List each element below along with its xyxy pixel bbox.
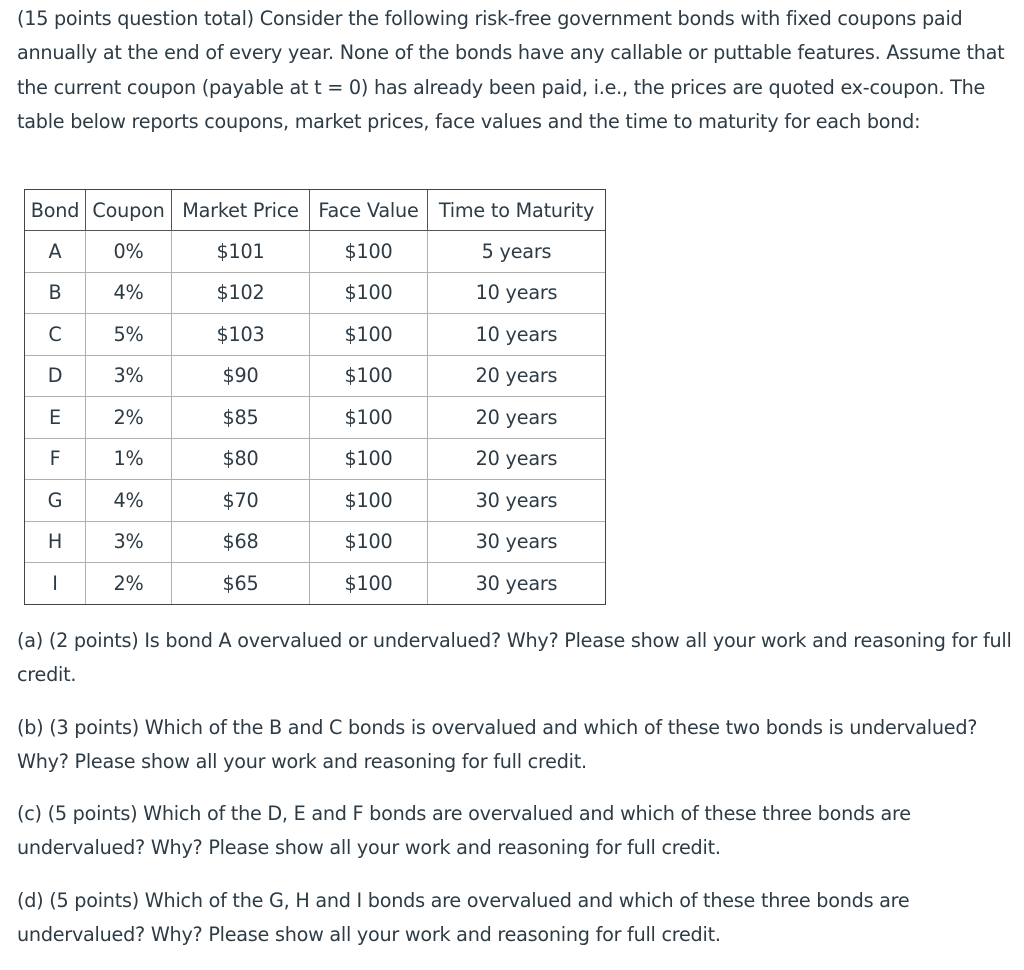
header-market-price: Market Price: [172, 190, 310, 231]
header-time-to-maturity: Time to Maturity: [428, 190, 606, 231]
cell-coupon: 0%: [86, 231, 172, 273]
table-row: [25, 438, 606, 480]
cell-face-value: $100: [310, 563, 428, 605]
question-part-a: (a) (2 points) Is bond A overvalued or undervalued? Why? Please show all your work and reasoning for full credit.: [17, 629, 1012, 687]
cell-maturity: 20 years: [428, 355, 606, 397]
bond-table-header-row: [25, 190, 606, 231]
cell-market-price: $102: [172, 272, 310, 314]
cell-market-price: $80: [172, 438, 310, 480]
cell-maturity: 20 years: [428, 438, 606, 480]
cell-bond: B: [25, 272, 86, 314]
cell-coupon: 4%: [86, 272, 172, 314]
cell-bond: I: [25, 563, 86, 605]
header-bond: Bond: [25, 190, 86, 231]
cell-face-value: $100: [310, 355, 428, 397]
table-row: [25, 521, 606, 563]
cell-maturity: 5 years: [428, 231, 606, 273]
cell-bond: H: [25, 521, 86, 563]
cell-market-price: $70: [172, 480, 310, 522]
question-part-b: (b) (3 points) Which of the B and C bonds is overvalued and which of these two bonds is undervalued? Why? Please show all your work and reasoning for full credit.: [17, 715, 978, 773]
cell-coupon: 3%: [86, 355, 172, 397]
table-row: [25, 397, 606, 439]
cell-maturity: 10 years: [428, 314, 606, 356]
cell-bond: D: [25, 355, 86, 397]
table-row: [25, 231, 606, 273]
cell-face-value: $100: [310, 397, 428, 439]
table-row: [25, 355, 606, 397]
question-part-d: (d) (5 points) Which of the G, H and I bonds are overvalued and which of these three bonds are undervalued? Why? Please show all your work and reasoning for full credit.: [17, 888, 910, 947]
cell-face-value: $100: [310, 231, 428, 273]
question-parts: [17, 624, 1017, 970]
cell-coupon: 4%: [86, 480, 172, 522]
cell-coupon: 2%: [86, 397, 172, 439]
cell-market-price: $90: [172, 355, 310, 397]
header-coupon: Coupon: [86, 190, 172, 231]
cell-maturity: 10 years: [428, 272, 606, 314]
cell-bond: G: [25, 480, 86, 522]
cell-face-value: $100: [310, 272, 428, 314]
table-row: [25, 314, 606, 356]
cell-market-price: $101: [172, 231, 310, 273]
cell-bond: A: [25, 231, 86, 273]
table-row: [25, 272, 606, 314]
cell-face-value: $100: [310, 314, 428, 356]
cell-maturity: 30 years: [428, 563, 606, 605]
cell-bond: E: [25, 397, 86, 439]
question-page: [17, 0, 1017, 947]
cell-maturity: 30 years: [428, 480, 606, 522]
table-row: [25, 563, 606, 605]
cell-coupon: 5%: [86, 314, 172, 356]
cell-coupon: 1%: [86, 438, 172, 480]
cell-face-value: $100: [310, 480, 428, 522]
cell-market-price: $65: [172, 563, 310, 605]
cell-bond: F: [25, 438, 86, 480]
cell-market-price: $103: [172, 314, 310, 356]
cell-market-price: $85: [172, 397, 310, 439]
cell-coupon: 2%: [86, 563, 172, 605]
cell-face-value: $100: [310, 438, 428, 480]
cell-maturity: 20 years: [428, 397, 606, 439]
question-intro: (15 points question total) Consider the following risk-free government bonds with fixed coupons paid annually at the end of every year. None of the bonds have any callable or puttable features. Assume that the current coupon (payable at t = 0) has already been paid, i.e., the prices are quoted ex-coupon. The table below reports coupons, market prices, face values and the time to maturity for each bond:: [17, 7, 1005, 133]
question-part-c: (c) (5 points) Which of the D, E and F bonds are overvalued and which of these three bonds are undervalued? Why? Please show all your work and reasoning for full credit.: [17, 802, 911, 860]
header-face-value: Face Value: [310, 190, 428, 231]
cell-coupon: 3%: [86, 521, 172, 563]
cell-bond: C: [25, 314, 86, 356]
cell-face-value: $100: [310, 521, 428, 563]
cell-maturity: 30 years: [428, 521, 606, 563]
table-row: [25, 480, 606, 522]
cell-market-price: $68: [172, 521, 310, 563]
bond-table: [24, 189, 606, 605]
